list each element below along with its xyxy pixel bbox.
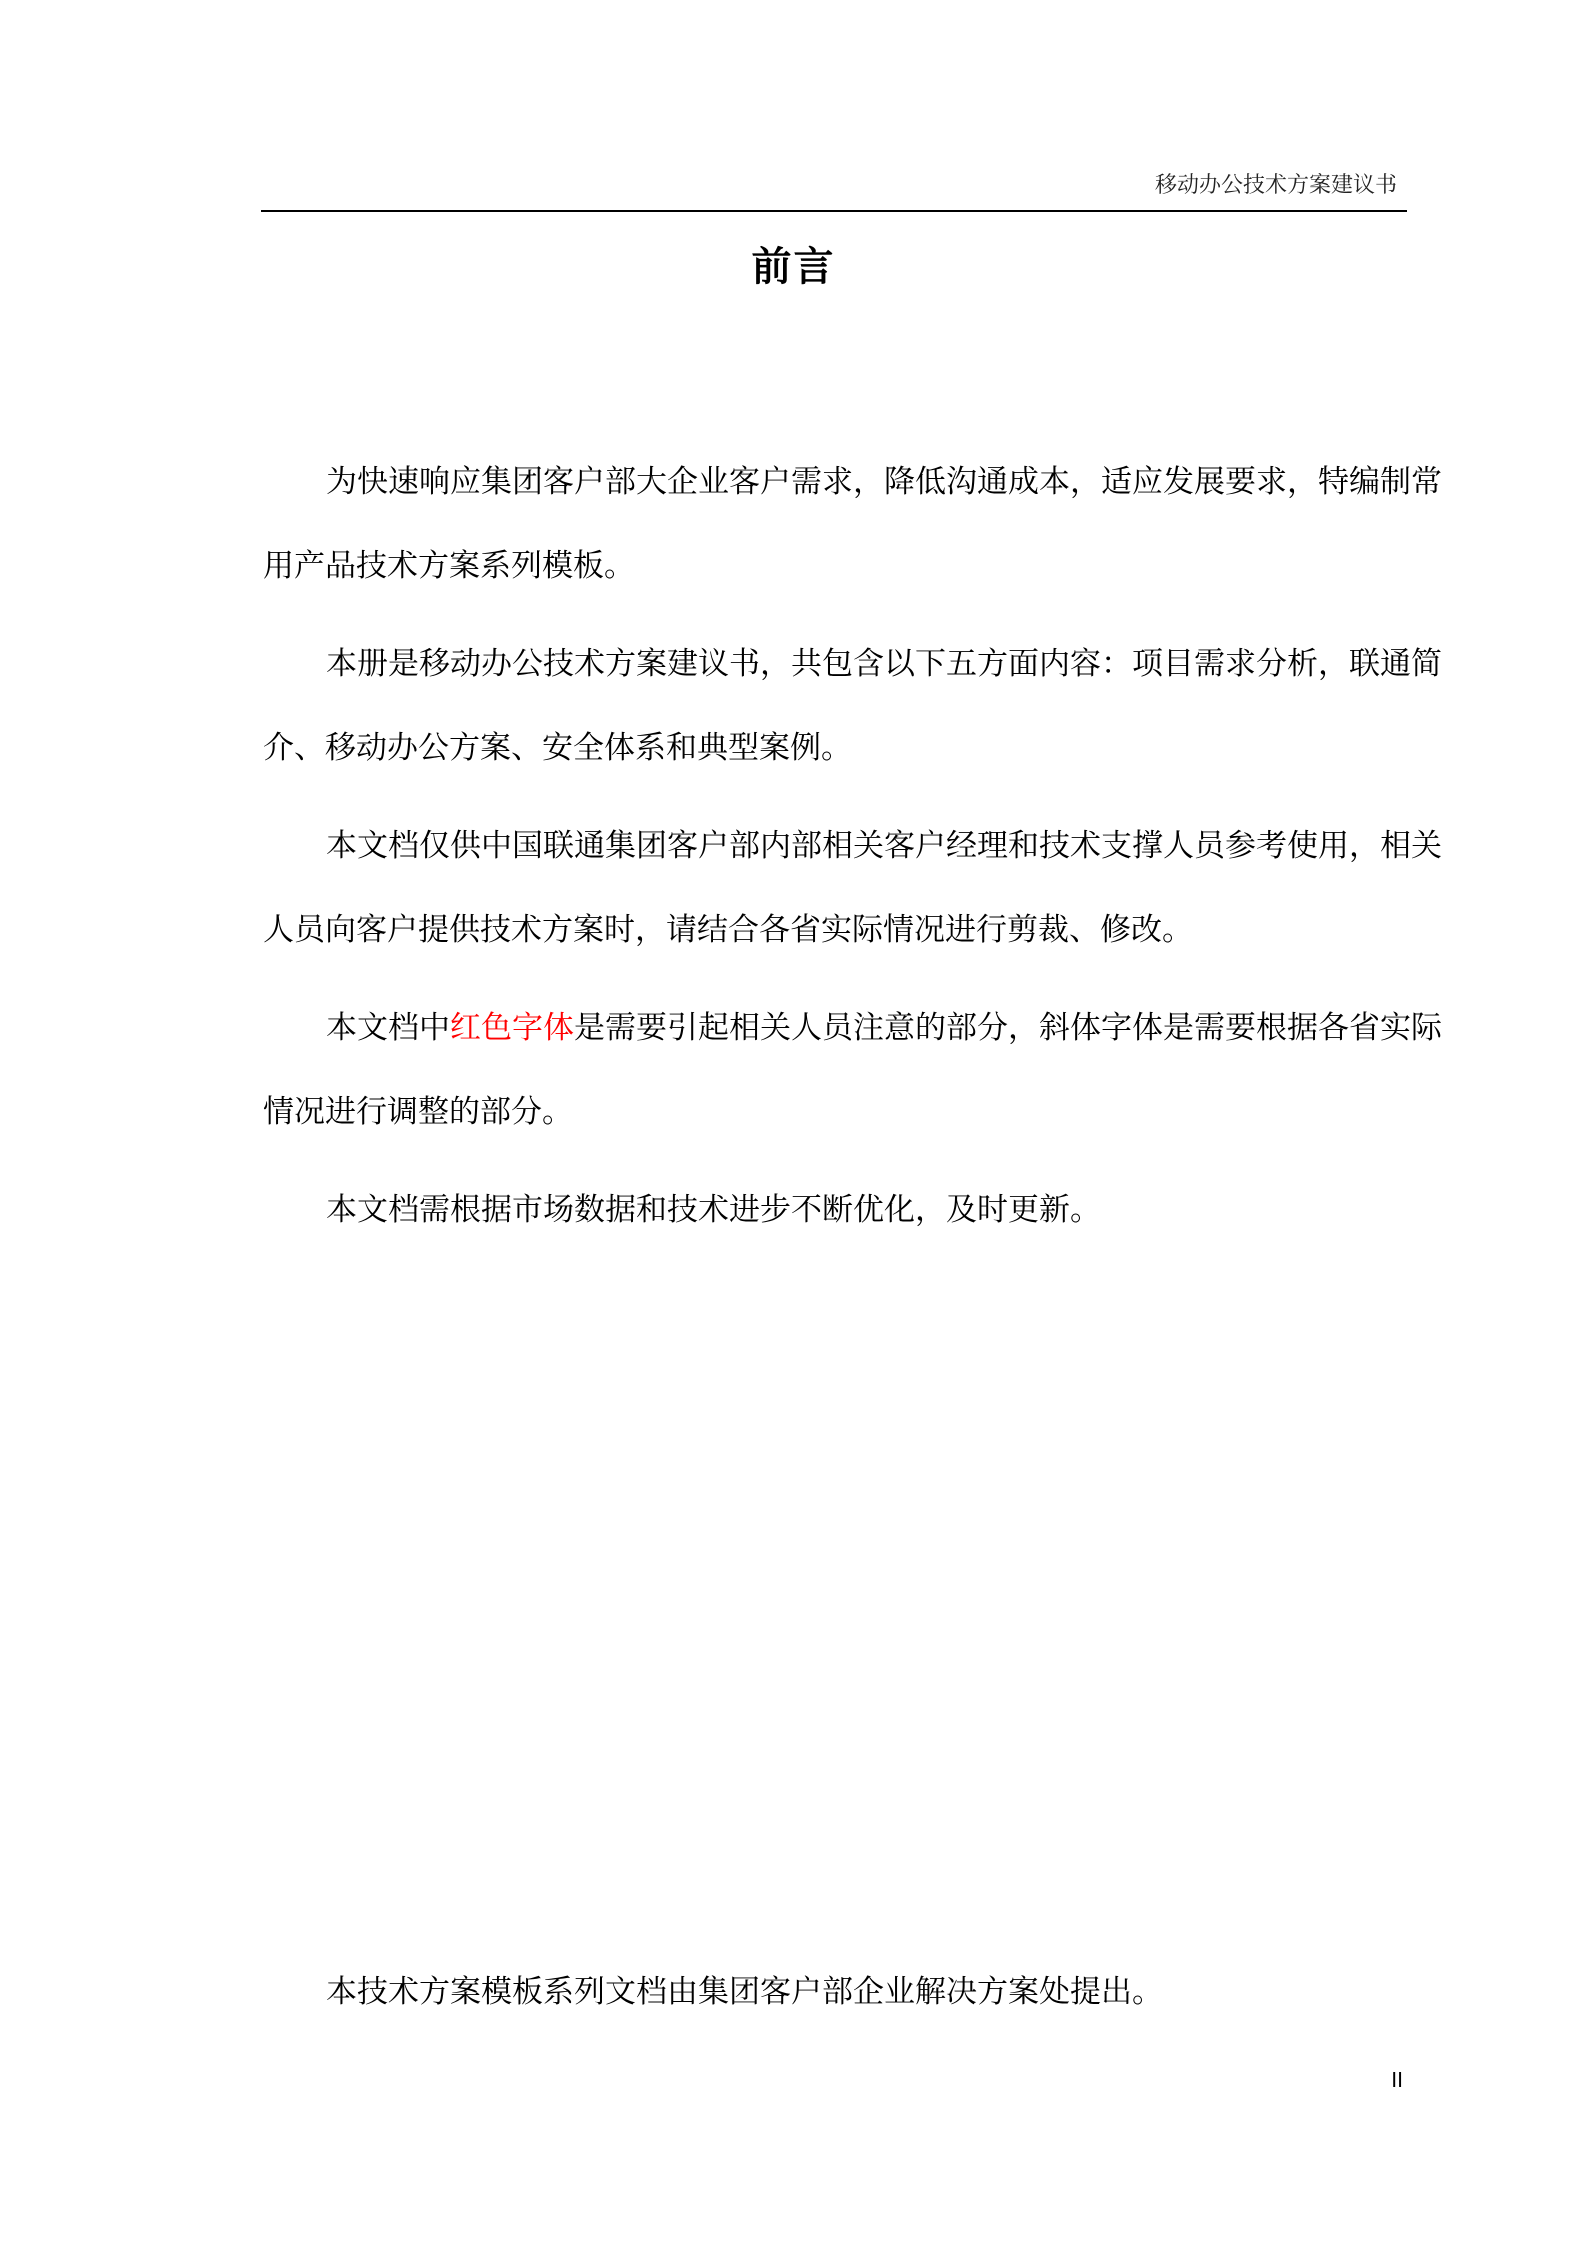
paragraph-updates: 本文档需根据市场数据和技术进步不断优化，及时更新。 xyxy=(326,1192,1101,1228)
header-divider xyxy=(261,210,1407,212)
paragraph-formatting-prefix: 本文档中 xyxy=(326,1010,450,1046)
paragraph-usage: 本文档仅供中国联通集团客户部内部相关客户经理和技术支撑人员参考使用，相关人员向客户提供技术方案时，请结合各省实际情况进行剪裁、修改。 xyxy=(263,828,1442,948)
page-number: II xyxy=(1391,2068,1403,2092)
running-header: 移动办公技术方案建议书 xyxy=(1154,173,1397,198)
paragraph-purpose: 为快速响应集团客户部大企业客户需求，降低沟通成本，适应发展要求，特编制常用产品技术方案系列模板。 xyxy=(263,464,1442,584)
red-font-highlight: 红色字体 xyxy=(450,1010,574,1046)
document-body xyxy=(263,440,1443,1266)
page-title: 前言 xyxy=(751,244,836,290)
footer-note: 本技术方案模板系列文档由集团客户部企业解决方案处提出。 xyxy=(326,1974,1163,2010)
paragraph-contents: 本册是移动办公技术方案建议书，共包含以下五方面内容：项目需求分析，联通简介、移动办公方案、安全体系和典型案例。 xyxy=(263,646,1442,766)
paragraph-formatting xyxy=(263,986,1443,1154)
paragraph-formatting-suffix: 是需要引起相关人员注意的部分，斜体字体是需要根据各省实际情况进行调整的部分。 xyxy=(263,1010,1442,1130)
